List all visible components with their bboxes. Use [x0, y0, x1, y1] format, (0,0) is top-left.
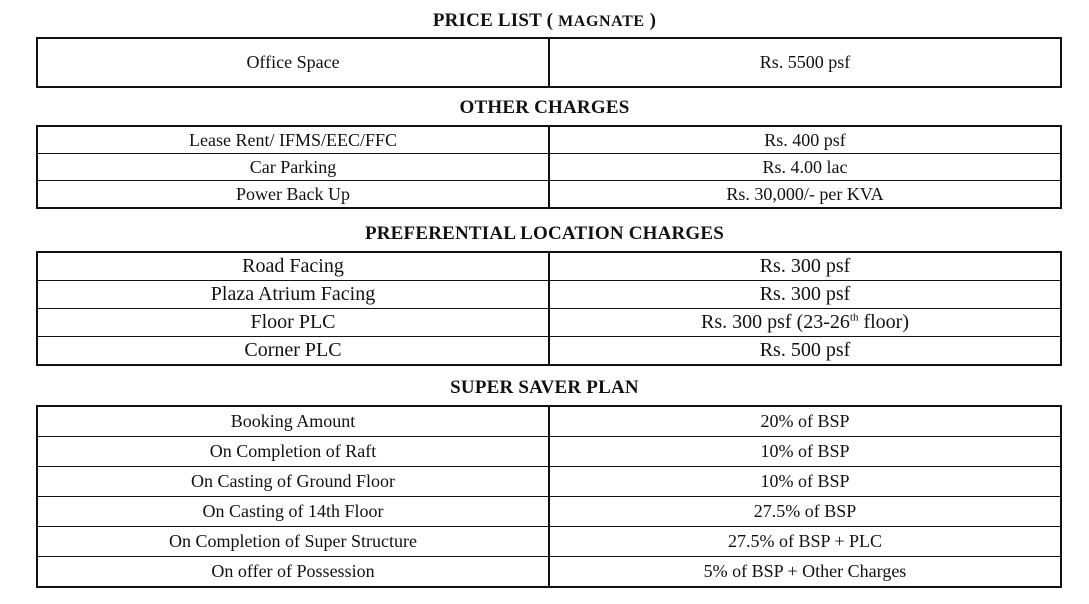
row-value: Rs. 500 psf: [549, 337, 1061, 366]
row-label: On Completion of Raft: [37, 437, 549, 467]
row-value: Rs. 4.00 lac: [549, 154, 1061, 181]
table-row: [37, 337, 1061, 366]
price-list-title-close: ): [649, 10, 657, 31]
super-saver-table: [36, 405, 1062, 588]
row-label: On Casting of 14th Floor: [37, 497, 549, 527]
row-value: Rs. 300 psf: [549, 252, 1061, 281]
row-value: 27.5% of BSP: [549, 497, 1061, 527]
row-label: Booking Amount: [37, 406, 549, 437]
table-row: [37, 281, 1061, 309]
row-label: Car Parking: [37, 154, 549, 181]
table-row: [37, 406, 1061, 437]
price-list-project-name: MAGNATE: [558, 13, 645, 30]
table-row: [37, 437, 1061, 467]
price-list-heading: [0, 9, 1089, 34]
row-label: Road Facing: [37, 252, 549, 281]
table-row: [37, 154, 1061, 181]
price-list-title: PRICE LIST (: [432, 10, 554, 31]
row-value: 10% of BSP: [549, 437, 1061, 467]
table-row: [37, 467, 1061, 497]
row-label: Floor PLC: [37, 309, 549, 337]
row-value: 5% of BSP + Other Charges: [549, 557, 1061, 588]
value-text: Rs. 300 psf (23-26: [701, 311, 850, 333]
row-label: On Casting of Ground Floor: [37, 467, 549, 497]
super-saver-heading: SUPER SAVER PLAN: [450, 377, 639, 398]
table-row: [37, 252, 1061, 281]
table-row: [37, 126, 1061, 154]
ordinal-suffix: th: [849, 311, 859, 324]
table-row: [37, 527, 1061, 557]
price-list-table: [36, 37, 1062, 88]
table-row: [37, 309, 1061, 337]
row-value: Rs. 5500 psf: [549, 38, 1061, 87]
value-text-end: floor): [858, 311, 909, 333]
row-value: 10% of BSP: [549, 467, 1061, 497]
row-value: 27.5% of BSP + PLC: [549, 527, 1061, 557]
row-label: Office Space: [37, 38, 549, 87]
plc-table: [36, 251, 1062, 366]
row-label: Plaza Atrium Facing: [37, 281, 549, 309]
table-row: [37, 497, 1061, 527]
row-label: On offer of Possession: [37, 557, 549, 588]
row-label: Lease Rent/ IFMS/EEC/FFC: [37, 126, 549, 154]
plc-heading: PREFERENTIAL LOCATION CHARGES: [364, 223, 725, 244]
table-row: [37, 181, 1061, 209]
row-label: Corner PLC: [37, 337, 549, 366]
other-charges-heading: OTHER CHARGES: [459, 97, 630, 118]
row-label: Power Back Up: [37, 181, 549, 209]
row-value: Rs. 400 psf: [549, 126, 1061, 154]
row-value: 20% of BSP: [549, 406, 1061, 437]
row-value: Rs. 30,000/- per KVA: [549, 181, 1061, 209]
row-value: Rs. 300 psf: [549, 281, 1061, 309]
other-charges-table: [36, 125, 1062, 209]
table-row: [37, 38, 1061, 87]
row-value: [549, 309, 1061, 337]
table-row: [37, 557, 1061, 588]
row-label: On Completion of Super Structure: [37, 527, 549, 557]
